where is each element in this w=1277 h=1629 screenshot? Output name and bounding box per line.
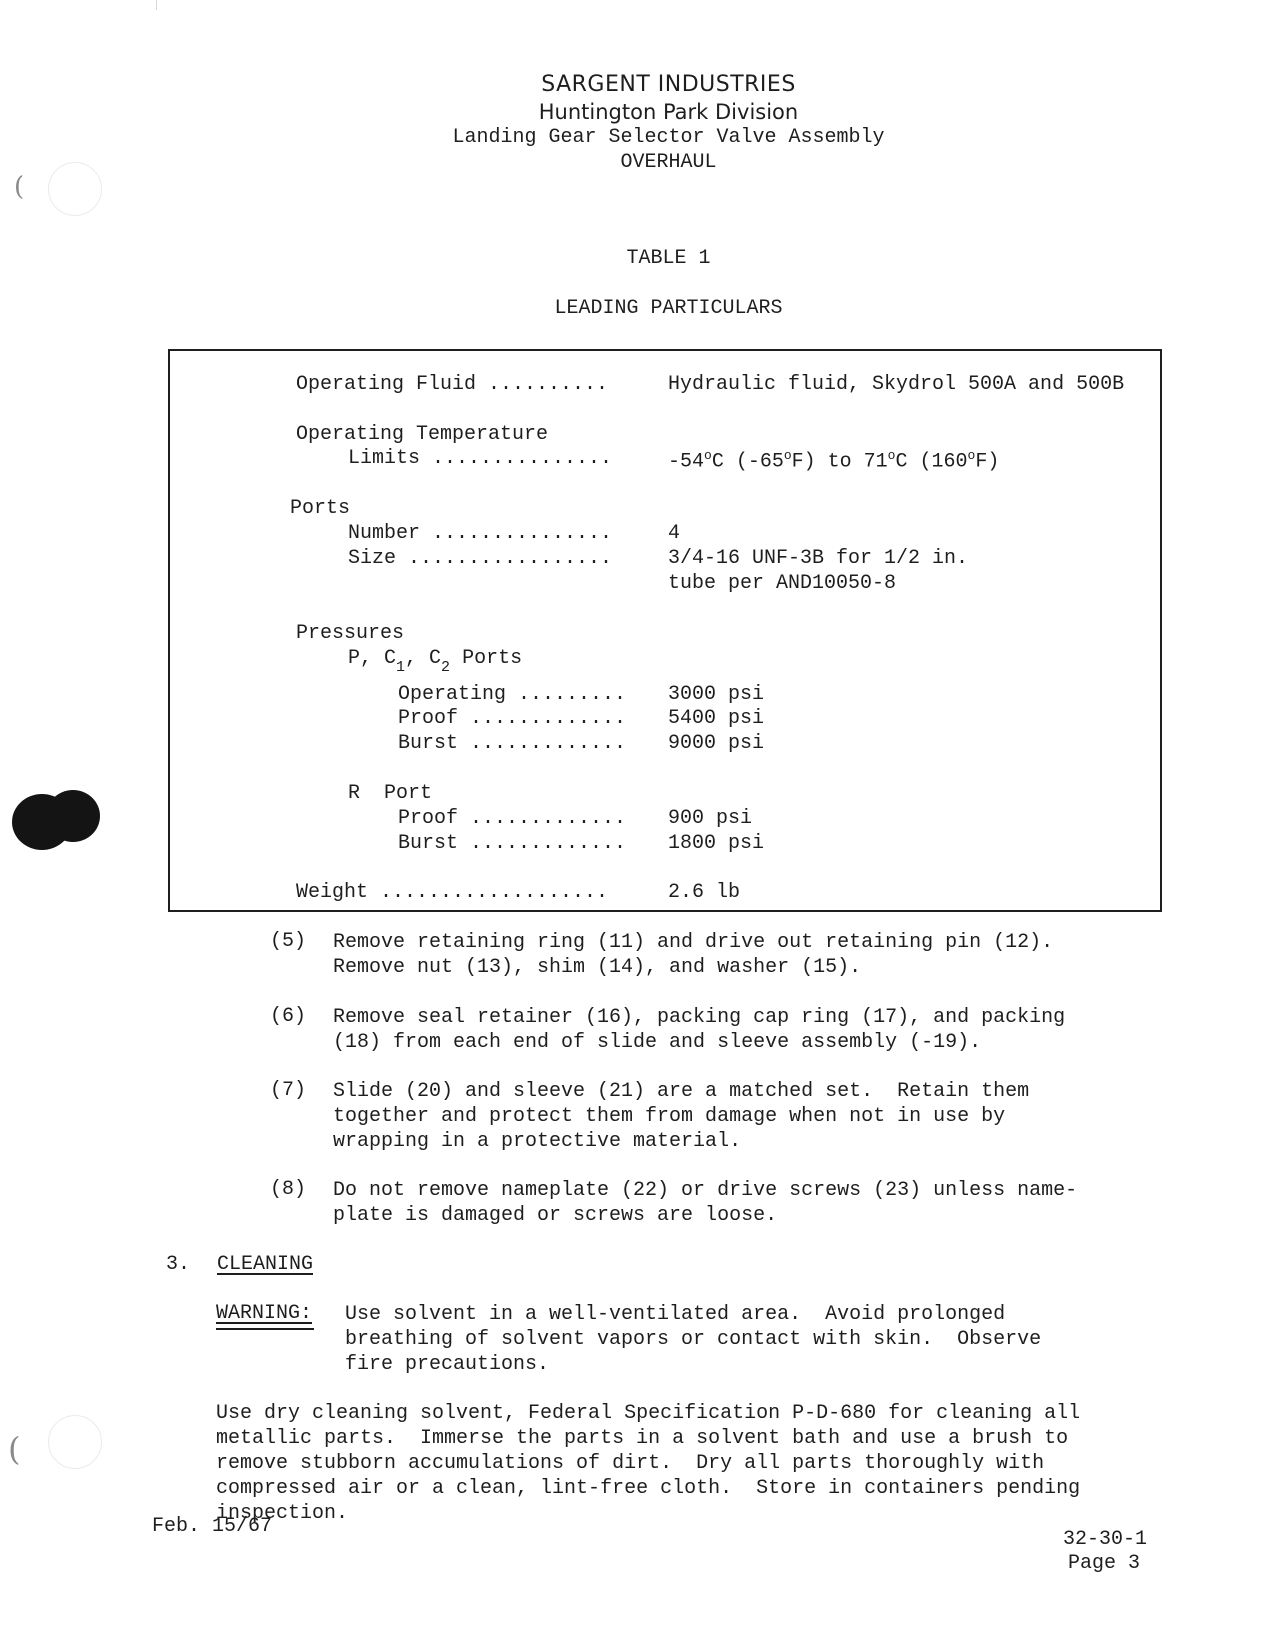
step-7-text: Slide (20) and sleeve (21) are a matched set. Retain them together and protect them from damage when not in use by wrapping in a protective material.: [333, 1080, 1030, 1153]
footer-date: Feb. 15/67: [152, 1515, 273, 1538]
ports-size-label: Size .................: [348, 547, 613, 570]
binder-mark-bottom: (: [8, 1430, 21, 1468]
burst-pressure-label: Burst .............: [398, 732, 627, 755]
document-subject: Landing Gear Selector Valve Assembly: [452, 126, 885, 149]
pressure-ports-p-c1-c2: P, $C_1$, $C_2$ Ports: [348, 647, 523, 676]
company-name: SARGENT INDUSTRIES: [541, 72, 796, 97]
temperature-limits-value: -54$^o$C (-65$^o$F) to 71$^o$C (160$^o$F): [668, 448, 1000, 474]
footer-page-number: Page 3: [1068, 1552, 1141, 1575]
binder-mark-top: (: [14, 172, 25, 202]
ports-size-value-line-2: tube per AND10050-8: [668, 572, 897, 595]
r-port-label: R Port: [348, 782, 433, 805]
warning-label: WARNING:: [216, 1302, 313, 1325]
footer-document-number: 32-30-1: [1063, 1528, 1148, 1551]
section-3-heading: CLEANING: [217, 1253, 314, 1276]
step-8-number: (8): [270, 1178, 307, 1201]
r-port-proof-value: 900 psi: [668, 807, 753, 830]
section-3-number: 3.: [166, 1253, 191, 1276]
ports-number-value: 4: [668, 522, 681, 545]
table-title: TABLE 1: [626, 247, 711, 270]
burst-pressure-value: 9000 psi: [668, 732, 765, 755]
division-name: Huntington Park Division: [538, 100, 799, 124]
warning-text: Use solvent in a well-ventilated area. Avoid prolonged breathing of solvent vapors or contact with skin. Observe fire precautions.: [345, 1303, 1042, 1376]
ports-size-value-line-1: 3/4-16 UNF-3B for 1/2 in.: [668, 547, 969, 570]
scan-mark: [156, 0, 157, 10]
leading-particulars-table: [168, 349, 1162, 912]
step-5-text: Remove retaining ring (11) and drive out retaining pin (12). Remove nut (13), shim (14), and washer (15).: [333, 931, 1054, 979]
weight-label: Weight ...................: [296, 881, 609, 904]
step-7-number: (7): [270, 1079, 307, 1102]
r-port-burst-value: 1800 psi: [668, 832, 765, 855]
document-type: OVERHAUL: [620, 151, 717, 174]
step-6-text: Remove seal retainer (16), packing cap ring (17), and packing (18) from each end of slide and sleeve assembly (-19).: [333, 1006, 1066, 1054]
pressures-label: Pressures: [296, 622, 405, 645]
ports-number-label: Number ...............: [348, 522, 613, 545]
temperature-limits-label: Limits ...............: [348, 447, 613, 470]
warning-underline: [216, 1328, 314, 1330]
table-subtitle: LEADING PARTICULARS: [554, 297, 783, 320]
operating-pressure-value: 3000 psi: [668, 683, 765, 706]
step-8-text: Do not remove nameplate (22) or drive screws (23) unless name- plate is damaged or screws are loose.: [333, 1179, 1078, 1227]
weight-value: 2.6 lb: [668, 881, 741, 904]
proof-pressure-label: Proof .............: [398, 707, 627, 730]
cleaning-instructions: Use dry cleaning solvent, Federal Specification P-D-680 for cleaning all metallic parts. Immerse the parts in a solvent bath and use a brush to remove stubborn accumulations of dirt. Dry all parts thoroughly with compressed air or a clean, lint-free cloth. Store in containers pending inspection.: [216, 1402, 1081, 1525]
operating-fluid-label: Operating Fluid ..........: [296, 373, 609, 396]
operating-temperature-label: Operating Temperature: [296, 423, 549, 446]
ports-label: Ports: [290, 497, 351, 520]
punch-hole-bottom: [48, 1415, 102, 1469]
operating-fluid-value: Hydraulic fluid, Skydrol 500A and 500B: [668, 373, 1125, 396]
step-5-number: (5): [270, 930, 307, 953]
r-port-proof-label: Proof .............: [398, 807, 627, 830]
punch-hole-middle-right: [46, 790, 100, 842]
step-6-number: (6): [270, 1005, 307, 1028]
r-port-burst-label: Burst .............: [398, 832, 627, 855]
proof-pressure-value: 5400 psi: [668, 707, 765, 730]
operating-pressure-label: Operating .........: [398, 683, 627, 706]
